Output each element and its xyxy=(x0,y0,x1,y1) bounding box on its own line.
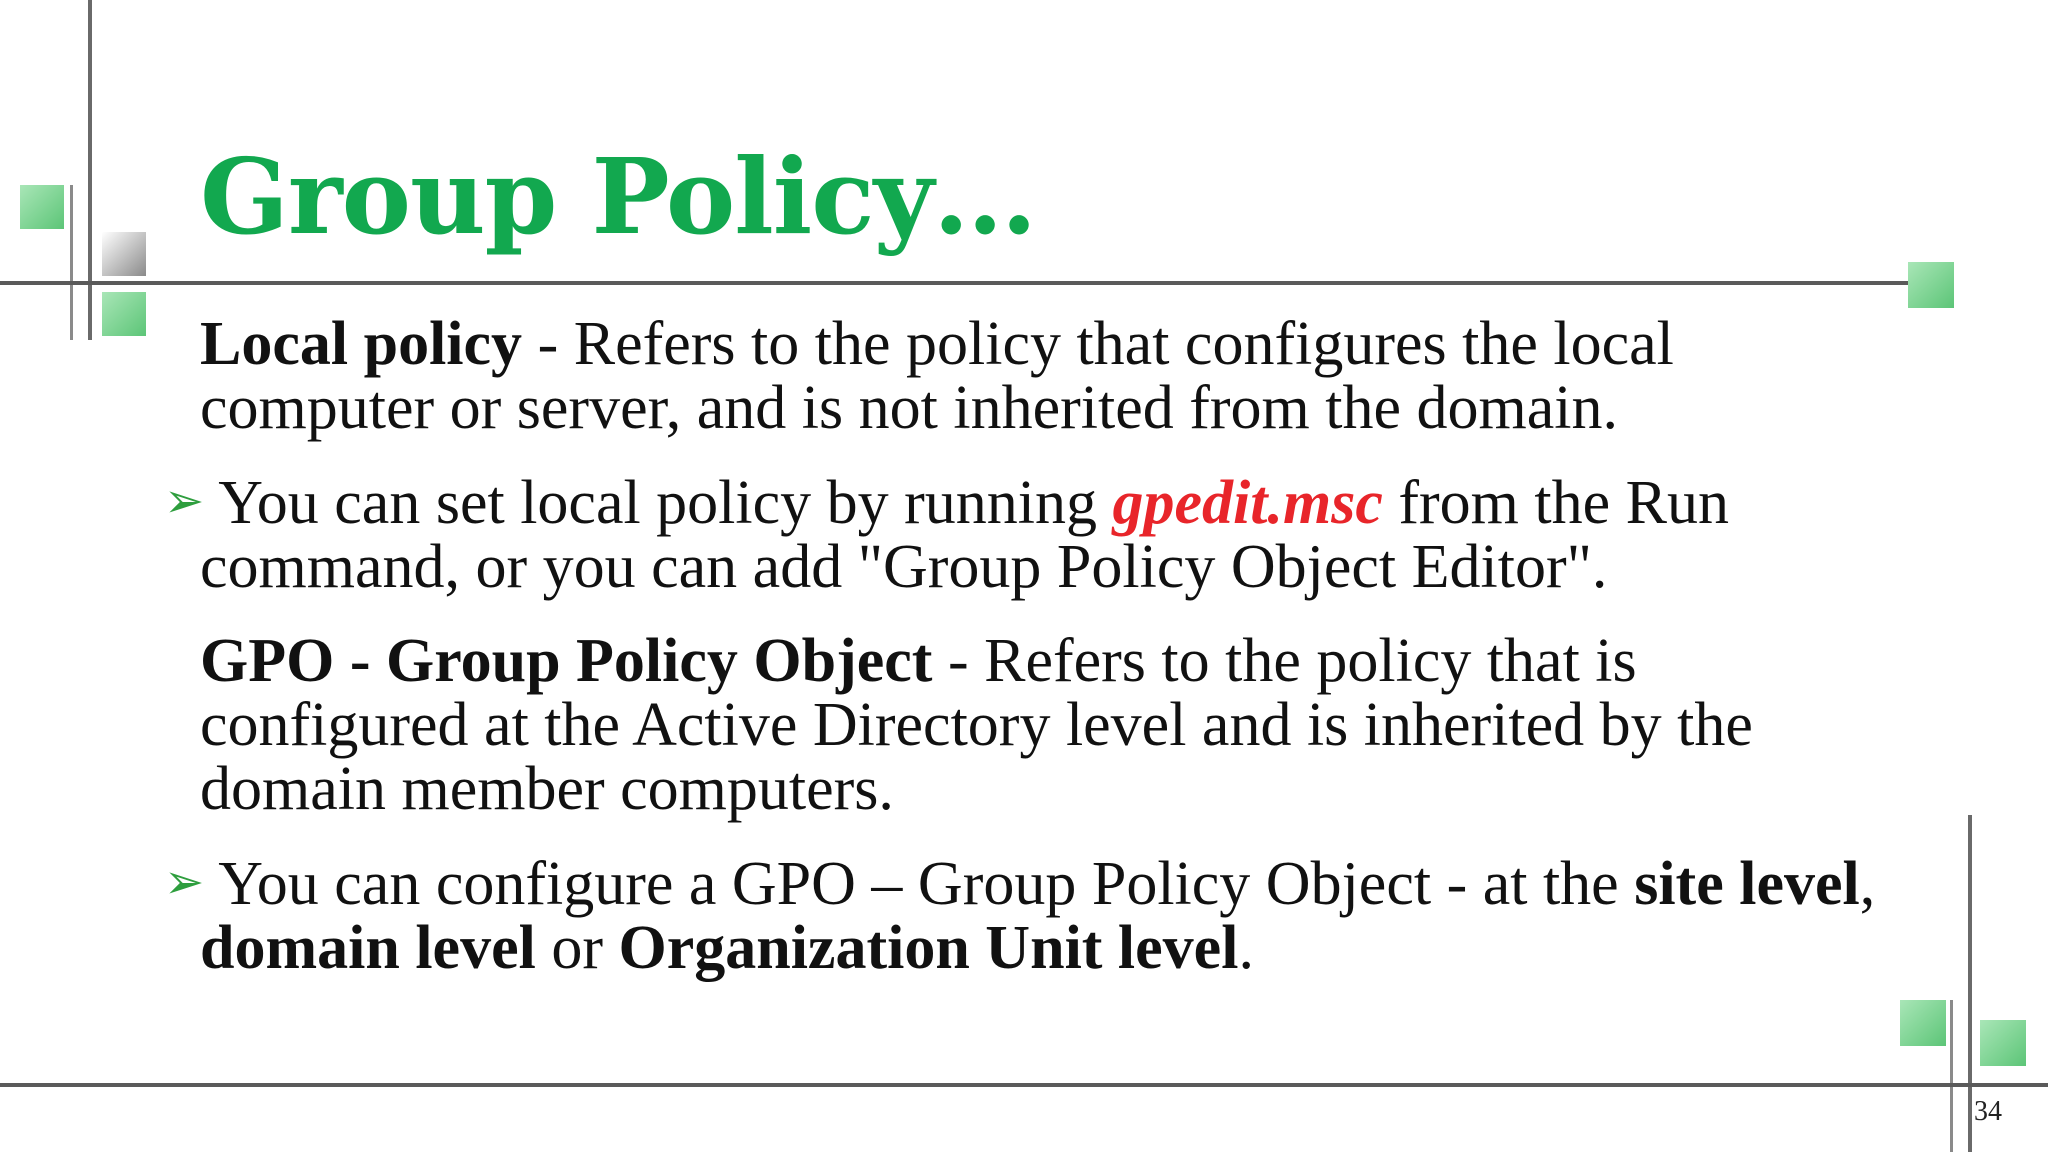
term-gpo: GPO - Group Policy Object xyxy=(200,627,933,695)
term-domain-level: domain level xyxy=(200,914,536,982)
sep-2: or xyxy=(535,914,619,982)
highlight-gpedit: gpedit.msc xyxy=(1112,469,1383,537)
arrow-bullet-icon: ➢ xyxy=(164,475,205,528)
sep-1: , xyxy=(1859,850,1876,918)
decor-square-green-3 xyxy=(1908,262,1954,308)
paragraph-local-policy xyxy=(200,312,1900,440)
decor-square-green-4 xyxy=(1900,1000,1946,1046)
paragraph-gpo xyxy=(200,629,1900,821)
bullet-gpedit-before: You can set local policy by running xyxy=(218,469,1113,537)
term-ou-level: Organization Unit level xyxy=(618,914,1239,982)
bullet-gpedit-after: from the Run command, or you can add "Group Policy Object Editor". xyxy=(200,469,1729,601)
term-site-level: site level xyxy=(1634,850,1860,918)
decor-vline-right-2 xyxy=(1950,1000,1953,1152)
decor-vline-left-2 xyxy=(70,185,73,340)
bullet-levels-before: You can configure a GPO – Group Policy Object - at the xyxy=(218,850,1635,918)
definition-local-policy: - Refers to the policy that configures the local computer or server, and is not inherited from the domain. xyxy=(200,310,1674,442)
slide-body xyxy=(164,310,1900,1010)
arrow-bullet-icon: ➢ xyxy=(164,856,205,909)
decor-vline-left-1 xyxy=(88,0,92,340)
bullet-gpo-levels xyxy=(164,850,1900,982)
decor-hline-top xyxy=(0,281,1910,285)
decor-square-green-5 xyxy=(1980,1020,2026,1066)
decor-square-green-1 xyxy=(20,185,64,229)
page-number: 34 xyxy=(1974,1096,2002,1127)
bullet-levels-end: . xyxy=(1238,914,1254,982)
decor-vline-right-1 xyxy=(1968,815,1972,1152)
bullet-gpedit xyxy=(164,469,1900,601)
decor-square-green-2 xyxy=(102,292,146,336)
slide-title: Group Policy… xyxy=(200,135,1037,258)
decor-hline-bottom xyxy=(0,1083,2048,1087)
decor-square-gray xyxy=(102,232,146,276)
term-local-policy: Local policy xyxy=(200,310,523,378)
definition-gpo: - Refers to the policy that is configured at the Active Directory level and is inherited by the domain member computers. xyxy=(200,627,1753,823)
